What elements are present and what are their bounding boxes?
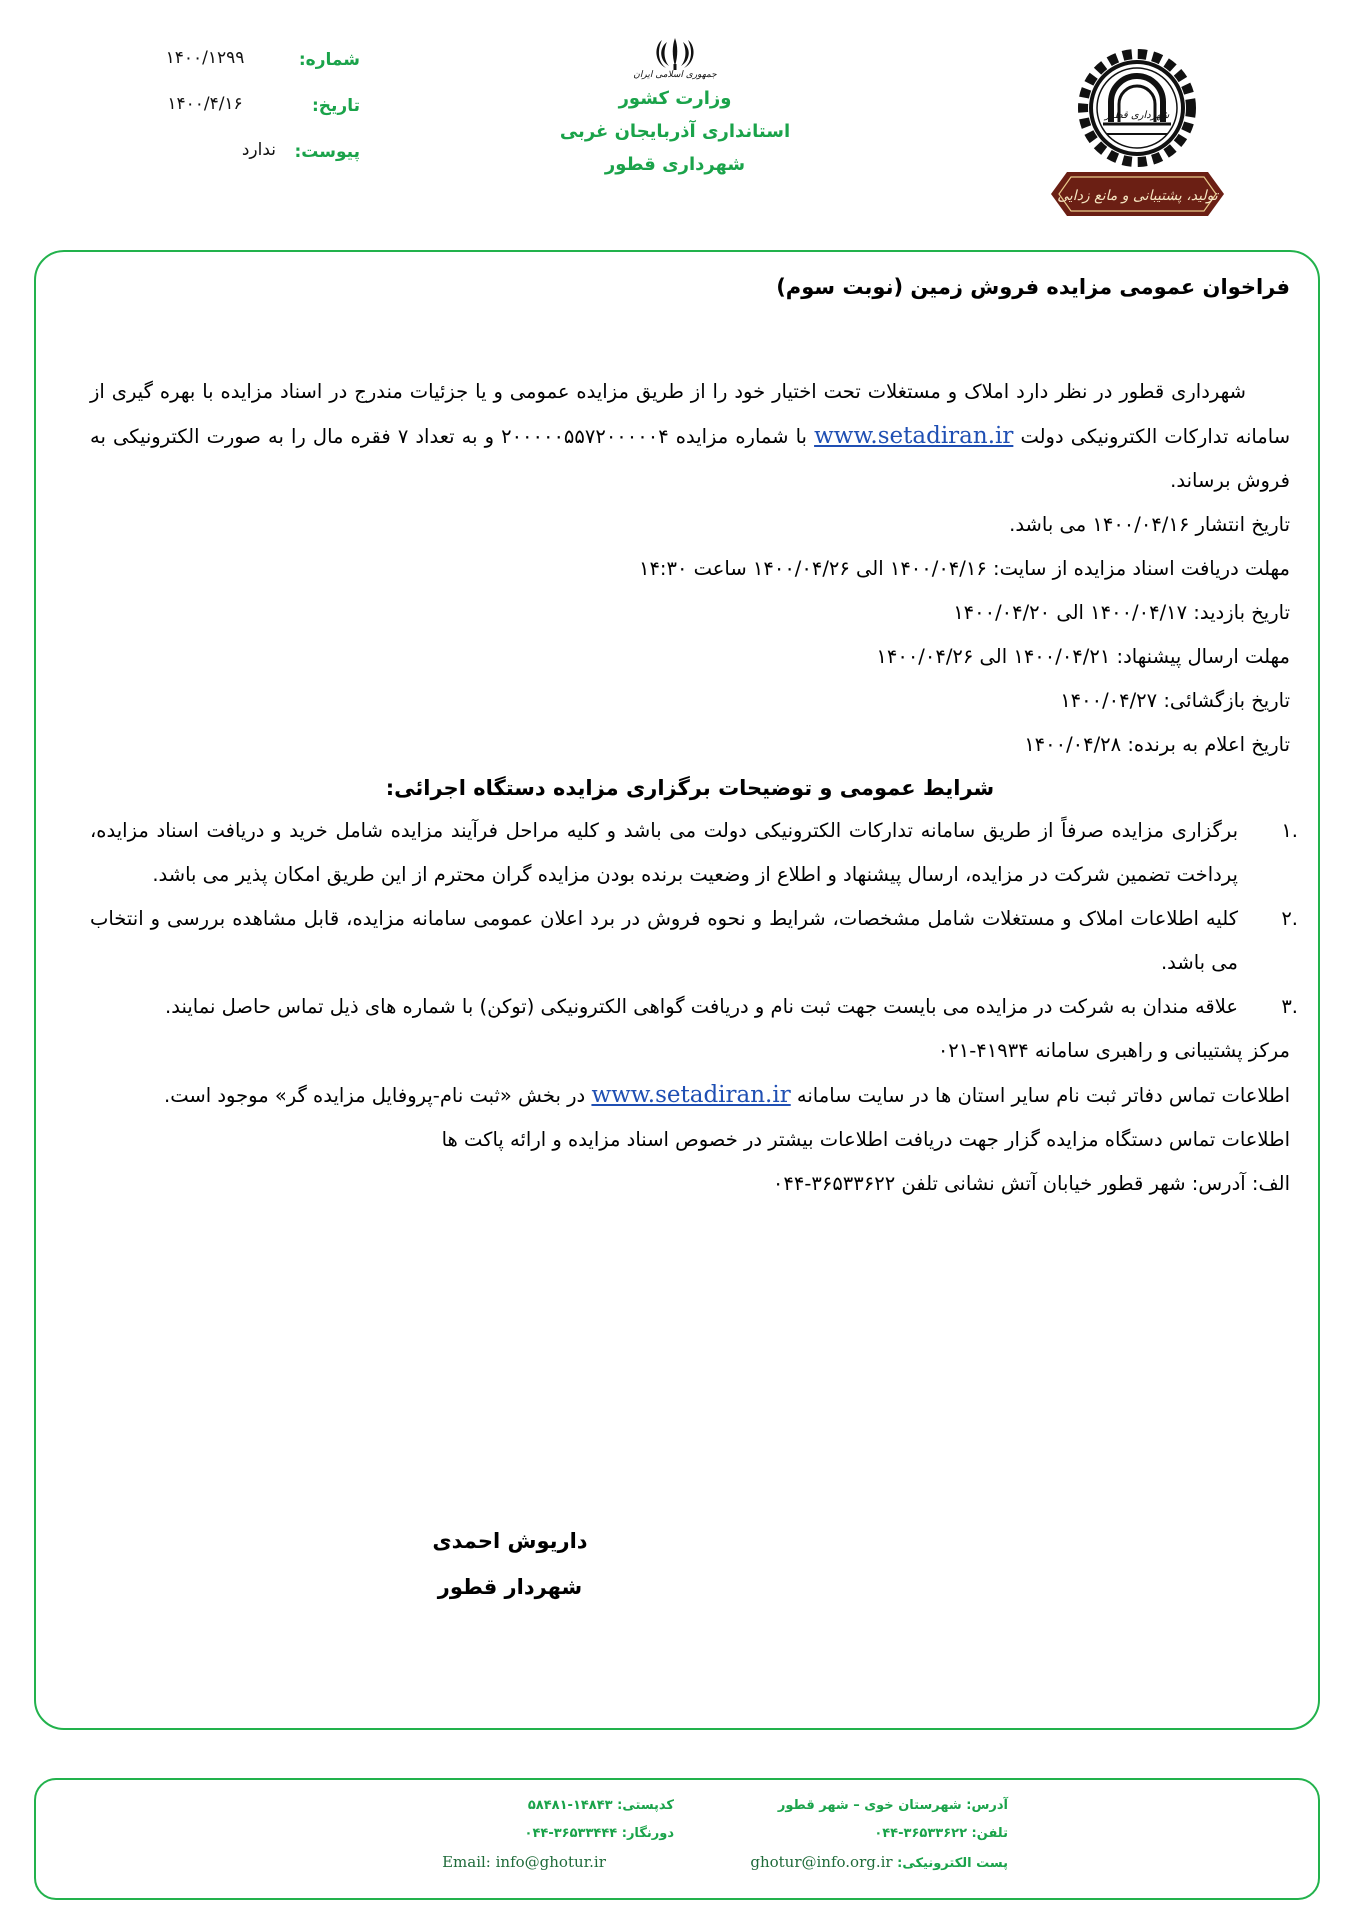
org-ministry: وزارت کشور (618, 88, 732, 109)
municipality-logo-icon (1045, 46, 1230, 224)
notice-content (90, 258, 1298, 1206)
support-center: مرکز پشتیبانی و راهبری سامانه ۴۱۹۳۴-۰۲۱ (937, 1039, 1290, 1062)
conditions-heading: شرایط عمومی و توضیحات برگزاری مزایده دستگاه اجرائی: (385, 776, 995, 800)
condition-text: کلیه اطلاعات املاک و مستغلات شامل مشخصات، شرایط و نحوه فروش در برد اعلان عمومی سامانه مزایده، قابل مشاهده بررسی و انتخاب می باشد. (90, 907, 1238, 974)
registration-part1: اطلاعات تماس دفاتر ثبت نام سایر استان ها در سایت سامانه (796, 1084, 1290, 1107)
footer-postal-label: کدپستی: (617, 1798, 674, 1813)
footer-postal-value: ۱۴۸۴۳-۵۸۴۸۱ (527, 1798, 613, 1813)
attachment-label: پیوست: (294, 142, 360, 162)
footer-fax-value: ۳۶۵۳۳۴۴۴-۰۴۴ (524, 1826, 618, 1841)
footer-email-value[interactable]: ghotur@info.org.ir (750, 1853, 893, 1871)
condition-number: .۳ (1281, 995, 1298, 1018)
publish-date: تاریخ انتشار ۱۴۰۰/۰۴/۱۶ می باشد. (1009, 513, 1290, 536)
republic-caption: جمهوری اسلامی ایران (633, 70, 717, 80)
footer-address (708, 1792, 1008, 1820)
address-line: الف: آدرس: شهر قطور خیابان آتش نشانی تلفن ۳۶۵۳۳۶۲۲-۰۴۴ (772, 1172, 1290, 1195)
condition-item (90, 985, 1310, 1029)
org-municipality: شهرداری قطور (604, 154, 746, 175)
meta-labels (290, 48, 360, 186)
svg-text:تولید، پشتیبانی و مانع زدایی: تولید، پشتیبانی و مانع زدایی (1057, 188, 1218, 204)
conditions-list (90, 809, 1310, 1029)
winner-announcement-date: تاریخ اعلام به برنده: ۱۴۰۰/۰۴/۲۸ (1024, 733, 1290, 756)
date-label: تاریخ: (312, 96, 360, 116)
signature-block (400, 1518, 620, 1610)
intro-part2: با شماره مزایده ۲۰۰۰۰۰۵۵۷۲۰۰۰۰۰۴ و به تعداد ۷ فقره مال را به صورت الکترونیکی به فروش برساند. (90, 425, 1290, 492)
footer-phone-label: تلفن: (971, 1826, 1008, 1841)
attachment-value: ندارد (241, 140, 276, 160)
visit-date: تاریخ بازدید: ۱۴۰۰/۰۴/۱۷ الی ۱۴۰۰/۰۴/۲۰ (953, 601, 1290, 624)
footer-phone-value: ۳۶۵۳۳۶۲۲-۰۴۴ (874, 1826, 968, 1841)
contact-intro: اطلاعات تماس دستگاه مزایده گزار جهت دریافت اطلاعات بیشتر در خصوص اسناد مزایده و ارائه پاکت ها (441, 1128, 1290, 1151)
number-label: شماره: (298, 50, 360, 70)
condition-number: .۲ (1281, 907, 1298, 930)
footer-email-label: پست الکترونیکی: (897, 1856, 1008, 1871)
setadiran-link-2[interactable]: www.setadiran.ir (591, 1082, 791, 1108)
footer-email-en-value[interactable]: Email: info@ghotur.ir (442, 1853, 606, 1871)
footer-fax (374, 1820, 674, 1848)
registration-part2: در بخش «ثبت نام-پروفایل مزایده گر» موجود است. (164, 1084, 586, 1107)
header-center (540, 36, 810, 181)
footer-fax-label: دورنگار: (621, 1826, 674, 1841)
condition-item (90, 897, 1310, 985)
signer-name: داریوش احمدی (432, 1529, 588, 1553)
offer-deadline: مهلت ارسال پیشنهاد: ۱۴۰۰/۰۴/۲۱ الی ۱۴۰۰/۰۴/۲۶ (876, 645, 1290, 668)
condition-text: برگزاری مزایده صرفاً از طریق سامانه تدارکات الکترونیکی دولت می باشد و کلیه مراحل فرآیند مزایده شامل خرید و دریافت اسناد مزایده، پرداخت تضمین شرکت در مزایده، ارسال پیشنهاد و اطلاع از وضعیت برنده بودن مزایده گران محترم از این طریق امکان پذیر می باشد. (90, 819, 1238, 886)
footer-frame (34, 1778, 1320, 1900)
footer-address-value: شهرستان خوی – شهر قطور (777, 1798, 962, 1813)
intro-part1: شهرداری قطور در نظر دارد املاک و مستغلات تحت اختیار خود را از طریق مزایده عمومی و یا جزئیات مندرج در اسناد مزایده با بهره گیری از سامانه تدارکات الکترونیکی دولت (90, 380, 1291, 448)
signer-title: شهردار قطور (437, 1575, 583, 1599)
condition-text: علاقه مندان به شرکت در مزایده می بایست جهت ثبت نام و دریافت گواهی الکترونیکی (توکن) با شماره های ذیل تماس حاصل نمایند. (165, 995, 1238, 1018)
org-governorate: استانداری آذربایجان غربی (559, 121, 791, 142)
iran-emblem-icon (653, 36, 697, 72)
notice-title: فراخوان عمومی مزایده فروش زمین (نوبت سوم) (776, 275, 1290, 299)
organization-lines (540, 82, 810, 181)
footer-contact-right (708, 1792, 1008, 1878)
number-value: ۱۴۰۰/۱۲۹۹ (165, 48, 245, 68)
intro-paragraph (90, 370, 1290, 503)
registration-paragraph (90, 1073, 1290, 1118)
footer-email-en (374, 1848, 674, 1878)
footer-email (708, 1848, 1008, 1878)
meta-values (130, 46, 280, 184)
setadiran-link[interactable]: www.setadiran.ir (814, 423, 1014, 449)
footer-postal (374, 1792, 674, 1820)
svg-text:شهرداری قطور: شهرداری قطور (1104, 110, 1170, 121)
footer-address-label: آدرس: (966, 1798, 1008, 1813)
document-deadline: مهلت دریافت اسناد مزایده از سایت: ۱۴۰۰/۰۴/۱۶ الی ۱۴۰۰/۰۴/۲۶ ساعت ۱۴:۳۰ (638, 557, 1290, 580)
footer-phone (708, 1820, 1008, 1848)
footer-contact-left (374, 1792, 674, 1878)
condition-number: .۱ (1281, 819, 1298, 842)
condition-item (90, 809, 1310, 897)
date-value: ۱۴۰۰/۴/۱۶ (167, 94, 243, 114)
opening-date: تاریخ بازگشائی: ۱۴۰۰/۰۴/۲۷ (1060, 689, 1290, 712)
